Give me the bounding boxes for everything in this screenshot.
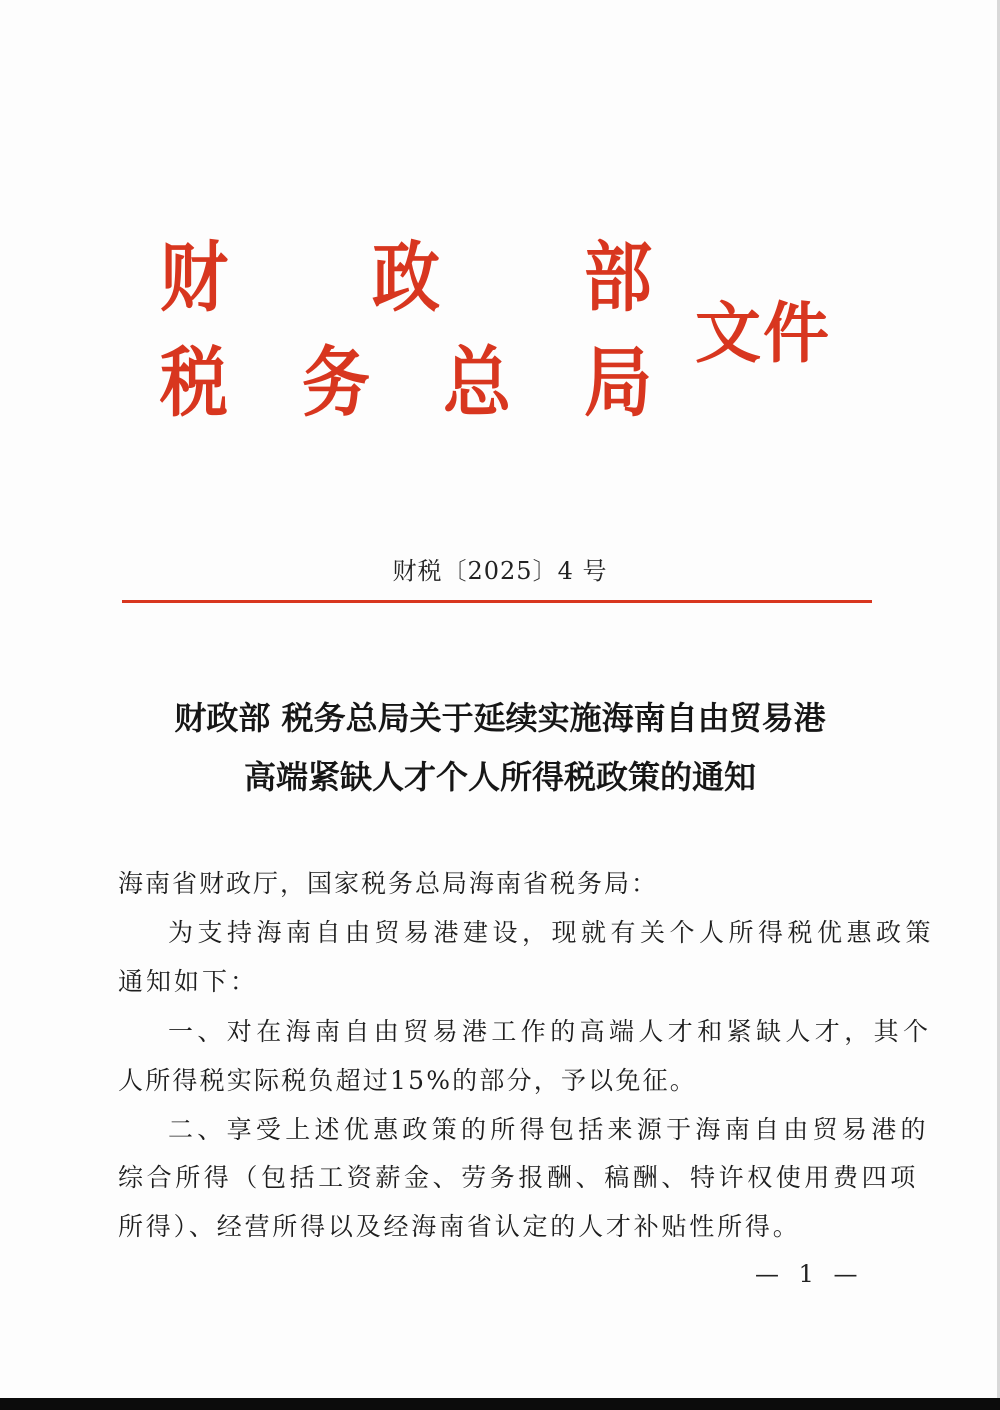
red-divider-line xyxy=(122,600,872,603)
masthead-char: 财 xyxy=(160,233,229,323)
masthead-wenjian: 文件 xyxy=(695,294,831,372)
red-masthead xyxy=(0,0,1000,460)
masthead-char: 总 xyxy=(443,338,512,428)
document-number: 财税〔2025〕4 号 xyxy=(392,557,608,585)
body-line: 所得）、经营所得以及经海南省认定的人才补贴性所得。 xyxy=(118,1212,801,1241)
masthead-char: 税 xyxy=(160,338,229,428)
page-number: — 1 — xyxy=(755,1260,864,1288)
document-title-line-1: 财政部 税务总局关于延续实施海南自由贸易港 xyxy=(174,699,826,737)
addressee: 海南省财政厅，国家税务总局海南省税务局： xyxy=(118,869,659,898)
masthead-char: 务 xyxy=(302,338,371,428)
body-line: 二、享受上述优惠政策的所得包括来源于海南自由贸易港的 xyxy=(168,1115,930,1144)
document-title-line-2: 高端紧缺人才个人所得税政策的通知 xyxy=(243,758,756,796)
body-line: 通知如下： xyxy=(118,967,259,996)
body-line: 综合所得（包括工资薪金、劳务报酬、稿酬、特许权使用费四项 xyxy=(118,1163,919,1192)
masthead-char: 局 xyxy=(584,338,653,428)
body-line: 为支持海南自由贸易港建设，现就有关个人所得税优惠政策 xyxy=(168,918,936,947)
scan-edge xyxy=(0,1398,1000,1410)
body-line: 人所得税实际税负超过15%的部分，予以免征。 xyxy=(118,1066,697,1095)
masthead-char: 部 xyxy=(584,233,653,323)
body-line: 一、对在海南自由贸易港工作的高端人才和紧缺人才，其个 xyxy=(168,1017,933,1046)
masthead-char: 政 xyxy=(372,233,441,323)
